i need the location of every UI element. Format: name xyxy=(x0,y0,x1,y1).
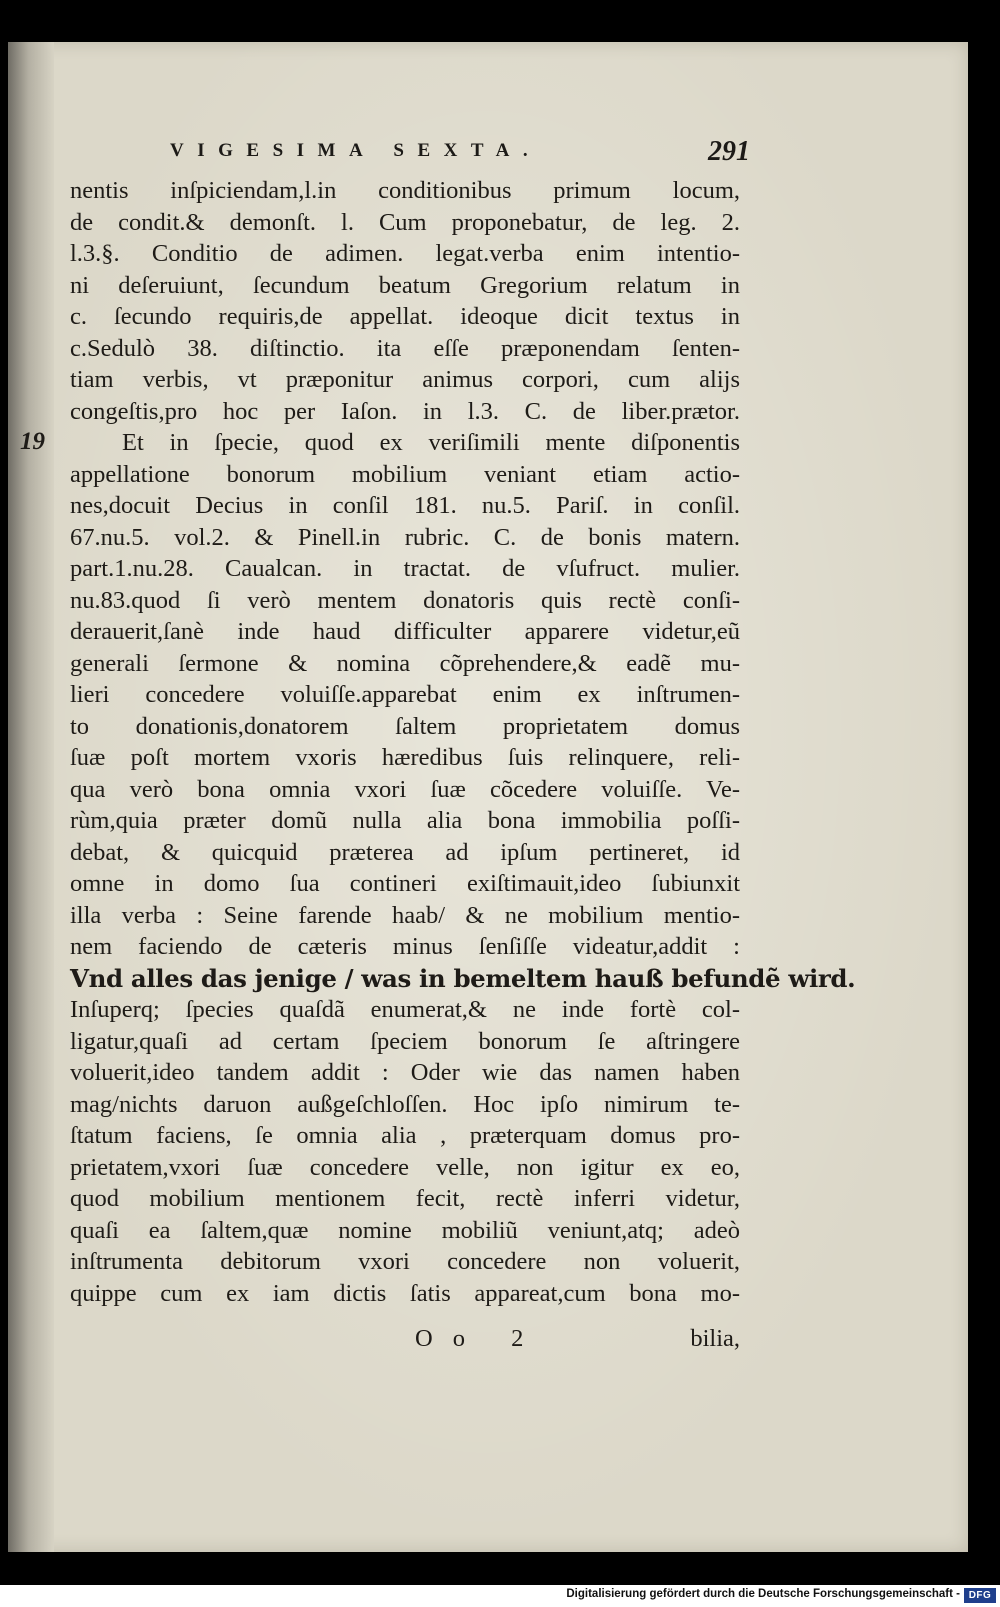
text-line: voluerit,ideo tandem addit : Oder wie das namen haben xyxy=(70,1059,740,1086)
text-line: quod mobilium mentionem fecit, rectè inferri videtur, xyxy=(70,1185,740,1212)
text-line: c.Sedulò 38. diſtinctio. ita eſſe præponendam ſenten- xyxy=(70,334,740,362)
catchword: bilia, xyxy=(690,1325,740,1352)
text-line: nes,docuit Decius in conſil 181. nu.5. Pariſ. in conſil. xyxy=(70,492,740,519)
text-line: ligatur,quaſi ad certam ſpeciem bonorum ſe aſtringere xyxy=(70,1027,740,1055)
text-line-german-quote: Vnd alles das jenige / was in bemeltem hauß befundẽ wird. xyxy=(70,963,856,993)
running-title: VIGESIMA SEXTA. xyxy=(170,140,542,161)
text-line: ſuæ poſt mortem vxoris hæredibus ſuis relinquere, reli- xyxy=(70,744,740,771)
page-number: 291 xyxy=(708,136,750,167)
text-line: Inſuperq; ſpecies quaſdã enumerat,& ne inde fortè col- xyxy=(70,996,740,1023)
text-line: part.1.nu.28. Caualcan. in tractat. de vſufruct. mulier. xyxy=(70,555,740,582)
page-footer xyxy=(70,1325,740,1357)
text-line: illa verba : Seine farende haab/ & ne mobilium mentio- xyxy=(70,901,740,929)
text-line: ſtatum faciens, ſe omnia alia , præterquam domus pro- xyxy=(70,1122,740,1149)
text-line: to donationis,donatorem ſaltem proprietatem domus xyxy=(70,712,740,740)
signature-mark: Oo 2 xyxy=(415,1325,544,1352)
digitization-credit-bar xyxy=(0,1585,1000,1607)
text-line: lieri concedere voluiſſe.apparebat enim ex inſtrumen- xyxy=(70,681,740,708)
text-line: congeſtis,pro hoc per Iaſon. in l.3. C. de liber.prætor. xyxy=(70,397,740,425)
running-head xyxy=(170,136,750,170)
text-line-paragraph-start: Et in ſpecie, quod ex veriſimili mente diſponentis xyxy=(122,429,740,456)
text-line: omne in domo ſua contineri exiſtimauit,ideo ſubiunxit xyxy=(70,870,740,897)
text-line: ni deſeruiunt, ſecundum beatum Gregorium relatum in xyxy=(70,271,740,299)
text-line: qua verò bona omnia vxori ſuæ cõcedere voluiſſe. Ve- xyxy=(70,775,740,803)
text-line: l.3.§. Conditio de adimen. legat.verba enim intentio- xyxy=(70,240,740,267)
text-line: derauerit,ſanè inde haud difficulter apparere videtur,eũ xyxy=(70,618,740,645)
text-line: c. ſecundo requiris,de appellat. ideoque dicit textus in xyxy=(70,303,740,330)
body-text xyxy=(70,175,856,1309)
text-line: appellatione bonorum mobilium veniant etiam actio- xyxy=(70,460,740,488)
text-line: mag/nichts daruon außgeſchloſſen. Hoc ipſo nimirum te- xyxy=(70,1090,740,1118)
page-spine-shadow xyxy=(8,42,54,1552)
text-line: inſtrumenta debitorum vxori concedere non voluerit, xyxy=(70,1248,740,1275)
margin-section-number: 19 xyxy=(20,428,45,455)
text-line: nentis inſpiciendam,l.in conditionibus primum locum, xyxy=(70,177,740,204)
text-line: nu.83.quod ſi verò mentem donatoris quis rectè conſi- xyxy=(70,586,740,614)
text-line: nem faciendo de cæteris minus ſenſiſſe videatur,addit : xyxy=(70,933,740,960)
text-line: quippe cum ex iam dictis ſatis appareat,cum bona mo- xyxy=(70,1279,740,1307)
text-line: prietatem,vxori ſuæ concedere velle, non igitur ex eo, xyxy=(70,1153,740,1181)
text-line: tiam verbis, vt præponitur animus corpori, cum alijs xyxy=(70,366,740,393)
text-line: rùm,quia præter domũ nulla alia bona immobilia poſſi- xyxy=(70,807,740,834)
dfg-logo-icon: DFG xyxy=(964,1588,996,1603)
text-line: debat, & quicquid præterea ad ipſum pertineret, id xyxy=(70,838,740,866)
text-line: generali ſermone & nomina cõprehendere,& eadẽ mu- xyxy=(70,649,740,677)
text-line: de condit.& demonſt. l. Cum proponebatur, de leg. 2. xyxy=(70,208,740,236)
text-line: 67.nu.5. vol.2. & Pinell.in rubric. C. de bonis matern. xyxy=(70,523,740,551)
text-line: quaſi ea ſaltem,quæ nomine mobiliũ veniunt,atq; adeò xyxy=(70,1216,740,1244)
credit-text: Digitalisierung gefördert durch die Deutsche Forschungsgemeinschaft - xyxy=(566,1588,960,1600)
